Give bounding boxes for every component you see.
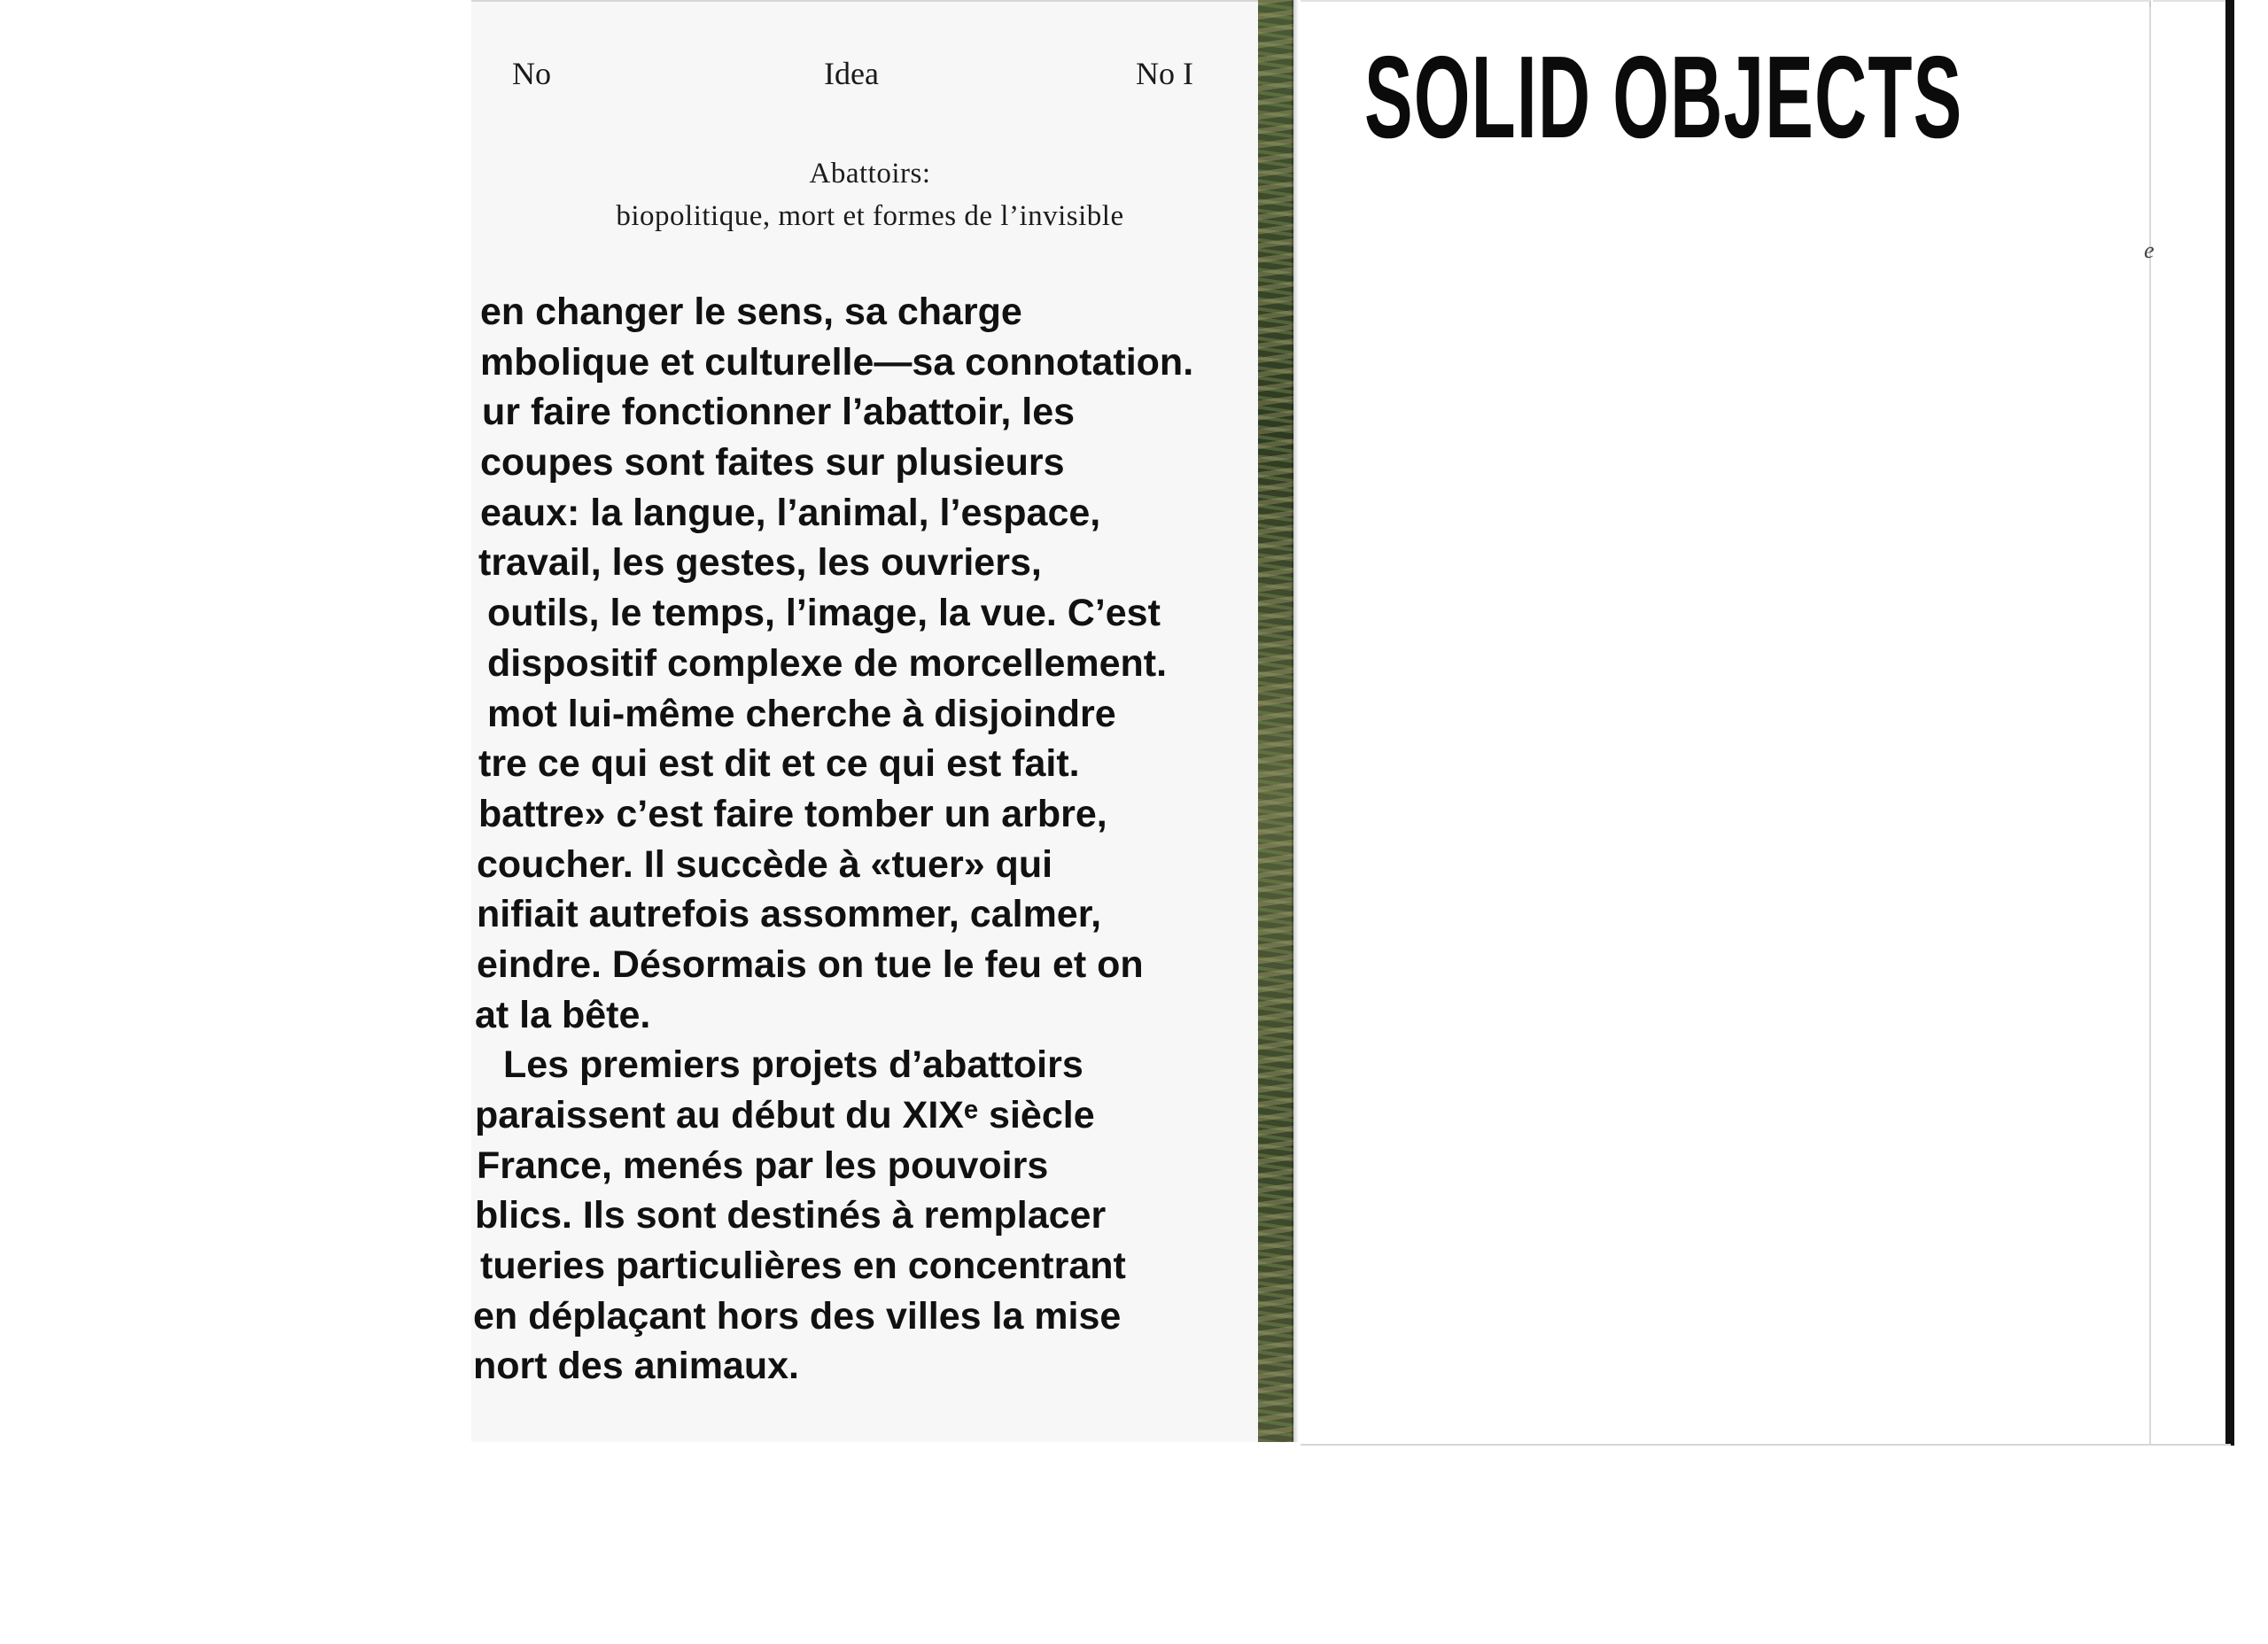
running-head-right: No I: [1136, 56, 1193, 91]
spine-shadow: [1292, 0, 1299, 1442]
running-head-center: Idea: [824, 56, 879, 91]
right-page-title: SOLID OBJECTS: [1364, 32, 1963, 162]
body-line: coucher. Il succède à «tuer» qui: [477, 842, 1053, 886]
body-line: eaux: la langue, l’animal, l’espace,: [480, 491, 1101, 534]
article-title-line-1: Abattoirs:: [809, 158, 931, 190]
right-page-edge: [2153, 0, 2233, 1446]
body-line: nifiait autrefois assommer, calmer,: [477, 893, 1102, 936]
body-line: mbolique et culturelle—sa connotation.: [480, 340, 1194, 384]
body-line: battre» c’est faire tomber un arbre,: [478, 792, 1107, 835]
body-line: ur faire fonctionner l’abattoir, les: [482, 391, 1076, 434]
page-edge-line: [2149, 7, 2151, 1446]
body-line: dispositif complexe de morcellement.: [487, 641, 1168, 685]
right-page: [1301, 0, 2151, 1446]
body-line: en déplaçant hors des villes la mise: [473, 1294, 1122, 1338]
body-line: paraissent au début du XIXᵉ siècle: [475, 1094, 1095, 1136]
body-line: outils, le temps, l’image, la vue. C’est: [487, 592, 1161, 635]
body-line: tre ce qui est dit et ce qui est fait.: [478, 742, 1080, 786]
article-title-line-2: biopolitique, mort et formes de l’invisible: [616, 200, 1124, 232]
back-cover-edge: [2225, 0, 2234, 1446]
body-line: blics. Ils sont destinés à remplacer: [475, 1194, 1107, 1237]
body-line: mot lui-même cherche à disjoindre: [487, 692, 1116, 735]
page-bottom-edge: [1301, 1444, 2231, 1446]
edge-mark: e: [2144, 237, 2155, 263]
body-line: eindre. Désormais on tue le feu et on: [477, 942, 1144, 986]
left-page: [471, 0, 1269, 1442]
body-line: tueries particulières en concentrant: [480, 1245, 1126, 1288]
body-line: at la bête.: [475, 993, 651, 1036]
running-head-left: No: [512, 56, 551, 91]
body-line: Les premiers projets d’abattoirs: [503, 1043, 1084, 1087]
body-line: en changer le sens, sa charge: [480, 291, 1022, 333]
body-text: [471, 287, 1251, 1392]
spine-photo-strip: [1258, 0, 1293, 1442]
body-line: travail, les gestes, les ouvriers,: [478, 541, 1042, 585]
body-line: nort des animaux.: [473, 1345, 799, 1388]
body-line: France, menés par les pouvoirs: [477, 1144, 1049, 1187]
body-line: coupes sont faites sur plusieurs: [480, 441, 1065, 485]
article-title: [524, 152, 1216, 237]
